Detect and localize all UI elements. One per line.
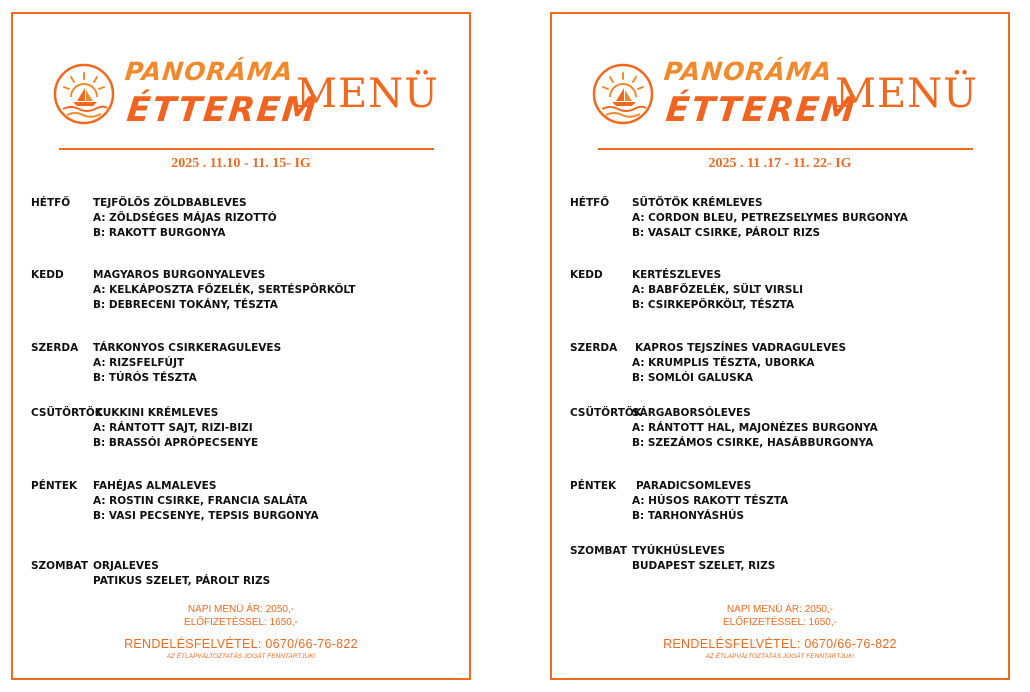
day-name: HÉTFŐ xyxy=(570,197,610,209)
day-name: SZERDA xyxy=(570,342,618,354)
menu-option: A: ZÖLDSÉGES MÁJAS RIZOTTÓ xyxy=(93,212,277,224)
soup: SÁRGABORSÓLEVES xyxy=(632,407,751,419)
date-range: 2025 . 11 .17 - 11. 22- IG xyxy=(708,156,852,171)
day-name: CSÜTÖRTÖK xyxy=(31,407,103,419)
menu-option: A: ROSTIN CSIRKE, FRANCIA SALÁTA xyxy=(93,495,308,507)
soup: KAPROS TEJSZÍNES VADRAGULEVES xyxy=(635,342,847,354)
soup: TÁRKONYOS CSIRKERAGULEVES xyxy=(93,342,282,354)
soup: CUKKINI KRÉMLEVES xyxy=(95,407,219,419)
day-name: PÉNTEK xyxy=(31,480,78,492)
menu-page-week-1 xyxy=(11,12,471,680)
subscription-price: ELŐFIZETÉSSEL: 1650,- xyxy=(184,617,298,628)
soup: ORJALEVES xyxy=(93,560,159,572)
soup: SÜTŐTÖK KRÉMLEVES xyxy=(632,197,763,209)
day-name: KEDD xyxy=(570,269,603,281)
header-divider xyxy=(598,148,973,150)
subscription-price: ELŐFIZETÉSSEL: 1650,- xyxy=(723,617,837,628)
soup: TEJFÖLÖS ZÖLDBABLEVES xyxy=(93,197,247,209)
menu-option: BUDAPEST SZELET, RIZS xyxy=(632,560,776,572)
menu-title: MENÜ xyxy=(835,71,978,117)
disclaimer: AZ ÉTLAPVÁLTOZTATÁS JOGÁT FENNTARTJUK! xyxy=(166,653,316,660)
soup: KERTÉSZLEVES xyxy=(632,269,722,281)
sun-boat-logo-icon xyxy=(51,61,117,127)
menu-option: B: TÚRÓS TÉSZTA xyxy=(93,372,197,384)
menu-title: MENÜ xyxy=(296,71,439,117)
menu-option: B: RAKOTT BURGONYA xyxy=(93,227,226,239)
menu-option: B: BRASSÓI APRÓPECSENYE xyxy=(93,437,259,449)
menu-option: A: CORDON BLEU, PETREZSELYMES BURGONYA xyxy=(632,212,908,224)
daily-price: NAPI MENÜ ÁR: 2050,- xyxy=(726,604,834,615)
day-name: SZOMBAT xyxy=(570,545,628,557)
header-divider xyxy=(59,148,434,150)
soup: TYÚKHÚSLEVES xyxy=(632,545,726,557)
menu-option: A: HÚSOS RAKOTT TÉSZTA xyxy=(632,495,789,507)
menu-option: A: RÁNTOTT SAJT, RIZI-BIZI xyxy=(93,422,253,434)
menu-page-week-2 xyxy=(550,12,1010,680)
daily-price: NAPI MENÜ ÁR: 2050,- xyxy=(187,604,295,615)
order-phone: RENDELÉSFELVÉTEL: 0670/66-76-822 xyxy=(663,637,897,651)
order-phone: RENDELÉSFELVÉTEL: 0670/66-76-822 xyxy=(124,637,358,651)
day-name: HÉTFŐ xyxy=(31,197,71,209)
brand-name-line2: ÉTTEREM xyxy=(124,90,320,130)
day-name: CSÜTÖRTÖK xyxy=(570,407,642,419)
sun-boat-logo-icon xyxy=(590,61,656,127)
day-name: SZOMBAT xyxy=(31,560,89,572)
disclaimer: AZ ÉTLAPVÁLTOZTATÁS JOGÁT FENNTARTJUK! xyxy=(705,653,855,660)
day-name: KEDD xyxy=(31,269,64,281)
menu-option: B: TARHONYÁSHÚS xyxy=(632,510,745,522)
menu-option: PATIKUS SZELET, PÁROLT RIZS xyxy=(93,575,271,587)
brand-name-line1: PANORÁMA xyxy=(662,57,834,86)
menu-option: A: RIZSFELFÚJT xyxy=(93,357,185,369)
menu-option: B: DEBRECENI TOKÁNY, TÉSZTA xyxy=(93,299,278,311)
soup: FAHÉJAS ALMALEVES xyxy=(93,480,217,492)
menu-option: B: VASI PECSENYE, TEPSIS BURGONYA xyxy=(93,510,319,522)
date-range: 2025 . 11.10 - 11. 15- IG xyxy=(171,156,311,171)
soup: MAGYAROS BURGONYALEVES xyxy=(93,269,266,281)
menu-option: B: SZEZÁMOS CSIRKE, HASÁBBURGONYA xyxy=(632,437,874,449)
soup: PARADICSOMLEVES xyxy=(636,480,752,492)
menu-option: A: KRUMPLIS TÉSZTA, UBORKA xyxy=(632,357,815,369)
menu-option: A: BABFŐZELÉK, SÜLT VIRSLI xyxy=(632,284,803,296)
brand-name-line2: ÉTTEREM xyxy=(663,90,859,130)
day-name: SZERDA xyxy=(31,342,79,354)
brand-name-line1: PANORÁMA xyxy=(123,57,295,86)
day-name: PÉNTEK xyxy=(570,480,617,492)
menu-option: B: VASALT CSIRKE, PÁROLT RIZS xyxy=(632,227,821,239)
menu-option: B: CSIRKEPÖRKÖLT, TÉSZTA xyxy=(632,299,795,311)
menu-option: B: SOMLÓI GALUSKA xyxy=(632,372,754,384)
menu-option: A: RÁNTOTT HAL, MAJONÉZES BURGONYA xyxy=(632,422,878,434)
menu-option: A: KELKÁPOSZTA FŐZELÉK, SERTÉSPÖRKÖLT xyxy=(93,284,356,296)
